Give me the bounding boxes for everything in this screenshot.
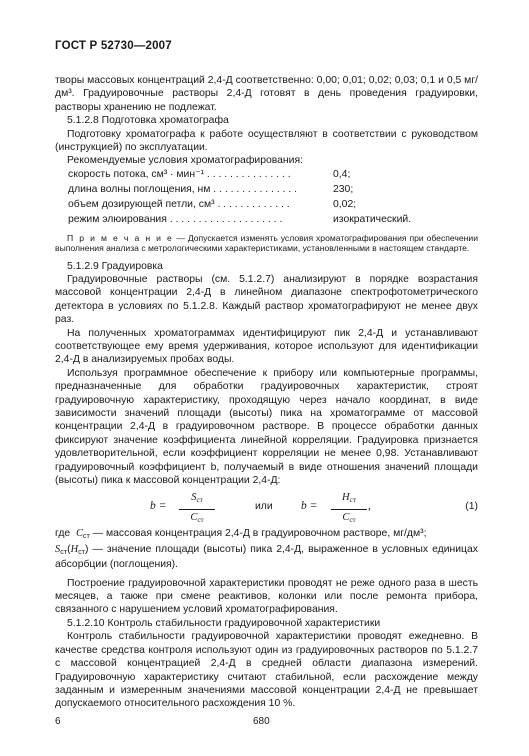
where-s-h-text: — значение площади (высоты) пика 2,4-Д, выраженное в условных единицах абсорбции (поглощения).: [55, 543, 478, 571]
formula-comma: ,: [368, 500, 371, 513]
condition-label: режим элюирования . . . . . . . . . . . . . . . . . . . .: [68, 214, 283, 226]
formula-den-c: C: [190, 511, 198, 523]
formula-number: (1): [465, 501, 478, 513]
paragraph-identification: На полученных хроматограммах идентифицируют пик 2,4-Д и устанавливают соответствующее ему время удерживания, которое используют для идентификации 2,4-Д в анализируемых пробах воды.: [55, 327, 478, 366]
section-heading-51210: 5.1.2.10 Контроль стабильности градуировочной характеристики: [67, 617, 381, 629]
formula-b-right: b =: [301, 500, 318, 513]
where-h-symbol: H: [70, 543, 79, 555]
note-text: — Допускается изменять условия хроматографирования при обеспечении выполнения анализа с метрологическими характеристиками, установленными в настоящем стандарте.: [55, 232, 478, 254]
formula-fraction-s: [179, 491, 215, 527]
note-label: П р и м е ч а н и е: [67, 232, 174, 243]
condition-value: 0,02;: [333, 199, 357, 211]
condition-row: [68, 198, 478, 212]
formula-num-h: H: [342, 492, 350, 504]
formula-or: или: [255, 501, 273, 513]
where-c-symbol: C: [75, 528, 83, 540]
where-c: [55, 527, 478, 542]
paragraph-calibration: Градуировочные растворы (см. 5.1.2.7) анализируют в порядке возрастания массовой концентрации 2,4-Д в линейном диапазоне спектрофотометрического детектора в условиях по 5.1.2.8. Каждый раствор хроматографируют не менее двух раз.: [55, 273, 478, 326]
paragraph-rebuild: Построение градуировочной характеристики проводят не реже одного раза в шесть месяцев, а также при смене реактивов, колонки или после ремонта прибора, связанного с нарушением условий хроматографирования.: [55, 577, 478, 616]
paragraph-stability: Контроль стабильности градуировочной характеристики проводят ежедневно. В качестве средства контроля используют один из градуировочных растворов по 5.1.2.7 с массовой концентрацией 2,4-Д в средней области диапазона измерений. Градуировочную характеристику считают стабильной, если расхождение между заданным и измеренным значениями массовой концентрации 2,4-Д не превышает допускаемого относительного расхождения 10 %.: [55, 631, 478, 710]
condition-row: [68, 213, 478, 227]
formula-num-s-sub: ст: [196, 496, 203, 505]
where-s-symbol: S: [55, 543, 61, 555]
page-number-center: 680: [253, 716, 270, 727]
formula-num-s: S: [191, 492, 197, 504]
section-heading-5129: 5.1.2.9 Градуировка: [67, 260, 163, 272]
page-number-left: 6: [55, 716, 61, 727]
paragraph-chromatograph-prep: Подготовку хроматографа к работе осуществляют в соответствии с руководством (инструкцией) по эксплуатации.: [55, 128, 478, 154]
page-header: ГОСТ Р 52730—2007: [55, 40, 172, 52]
condition-label: объем дозирующей петли, см³ . . . . . . . . . . . . .: [68, 199, 290, 211]
where-c-sub: ст: [82, 531, 90, 541]
formula-b-left: b =: [150, 500, 167, 513]
paragraph-conditions-intro: Рекомендуемые условия хроматографирования:: [67, 155, 303, 167]
where-s-sub: ст: [60, 546, 68, 556]
condition-label: длина волны поглощения, нм . . . . . . . . . . . . . . .: [68, 183, 298, 195]
condition-label: скорость потока, см³ · мин⁻¹ . . . . . . . . . . . . . . .: [68, 168, 291, 180]
where-s-h: $S_{ст}(H_{ст})$ — значение площади (высоты) пика 2,4-Д, выраженное в условных единицах абсорбции (поглощения).: [55, 543, 478, 571]
formula-den-c2-sub: ст: [349, 515, 356, 524]
paragraph-solutions: творы массовых концентраций 2,4-Д соответственно: 0,00; 0,01; 0,02; 0,03; 0,1 и 0,5 мг/дм³. Градуировочные растворы 2,4-Д готовят в день проведения градуировки, растворы хранению не подлежат.: [55, 75, 478, 113]
formula-den-c2: C: [342, 511, 350, 523]
condition-value: 230;: [333, 183, 354, 195]
formula-den-c-sub: ст: [197, 515, 204, 524]
condition-value: 0,4;: [333, 168, 351, 180]
paragraph-software: Используя программное обеспечение к прибору или компьютерные программы, предназначенные для обработки градуировочных характеристик, строят градуировочную характеристику, проходящую через начало координат, в виде зависимости значений площади (высоты) пика на хроматограмме от массовой концентрации 2,4-Д в градуировочном растворе. В процессе обработки данных фиксируют значение коэффициента линейной корреляции. Градуировка признается удовлетворительной, если коэффициент корреляции не менее 0,98. Устанавливают градуировочный коэффициент b, получаемый в виде отношения значений площади (высоты) пика к массовой концентрации 2,4-Д:: [55, 367, 478, 487]
condition-row: [68, 168, 478, 182]
condition-value: изократический.: [333, 214, 412, 226]
condition-row: [68, 183, 478, 197]
formula-1: [55, 490, 478, 524]
where-c-text: — массовая концентрация 2,4-Д в градуировочном растворе, мг/дм³;: [89, 528, 427, 540]
formula-num-h-sub: ст: [349, 496, 356, 505]
where-h-sub: ст: [78, 546, 85, 556]
formula-fraction-h: [331, 491, 367, 527]
where-prefix: где: [55, 528, 71, 540]
note: [55, 233, 478, 254]
page-body: [55, 74, 478, 711]
section-heading-5128: 5.1.2.8 Подготовка хроматографа: [67, 115, 229, 127]
